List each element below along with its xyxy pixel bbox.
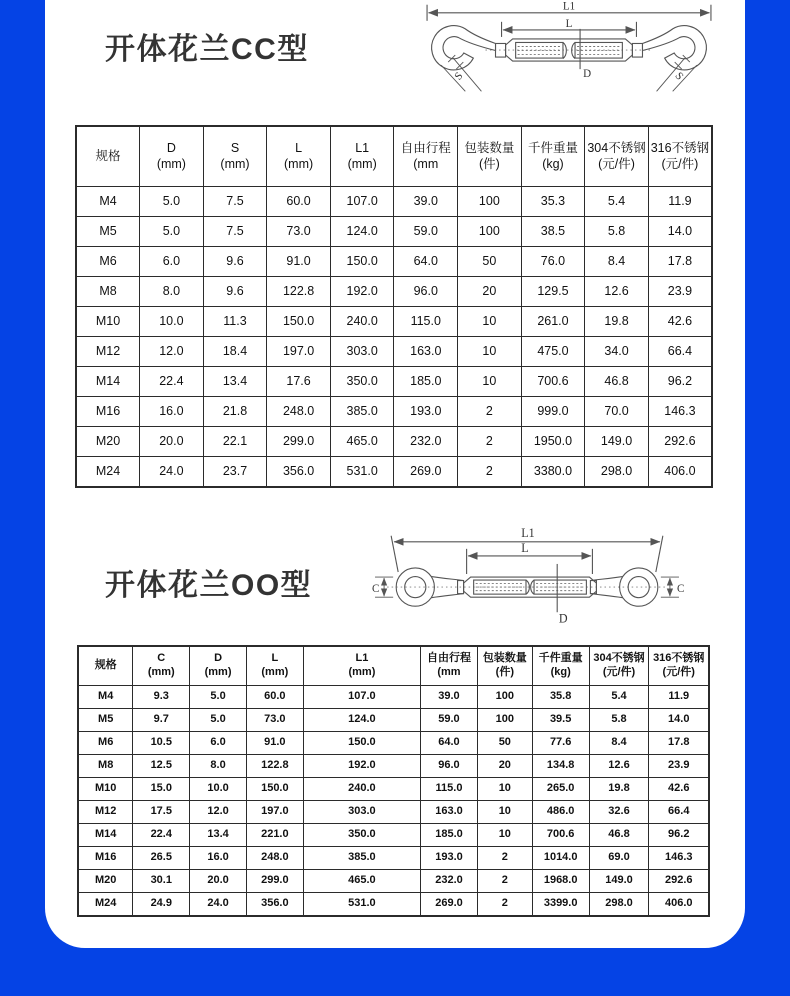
table-cell: 64.0 <box>421 732 478 755</box>
column-header: 304不锈钢 (元/件) <box>585 126 649 187</box>
table-cell: 9.7 <box>133 709 190 732</box>
threaded-rods <box>474 580 587 594</box>
table-cell: 12.0 <box>140 337 204 367</box>
table-cell: 248.0 <box>246 847 303 870</box>
table-cell: 24.0 <box>140 457 204 488</box>
oo-table-body <box>78 686 709 917</box>
table-cell: 115.0 <box>394 307 458 337</box>
table-cell: 100 <box>477 709 532 732</box>
table-cell: 150.0 <box>267 307 331 337</box>
table-cell: 50 <box>477 732 532 755</box>
table-cell: 465.0 <box>303 870 420 893</box>
table-cell: 406.0 <box>648 457 712 488</box>
table-cell: 12.6 <box>589 755 649 778</box>
table-cell: 193.0 <box>394 397 458 427</box>
table-cell: M20 <box>76 427 140 457</box>
column-header: 316不锈钢 (元/件) <box>648 126 712 187</box>
table-cell: 14.0 <box>649 709 709 732</box>
table-cell: 1968.0 <box>532 870 589 893</box>
table-cell: 129.5 <box>521 277 585 307</box>
column-header: L (mm) <box>246 646 303 686</box>
table-cell: 163.0 <box>421 801 478 824</box>
table-cell: 299.0 <box>246 870 303 893</box>
table-row <box>78 686 709 709</box>
table-cell: 1950.0 <box>521 427 585 457</box>
table-cell: 100 <box>458 187 522 217</box>
table-cell: 60.0 <box>246 686 303 709</box>
table-cell: 531.0 <box>330 457 394 488</box>
table-row <box>76 427 712 457</box>
table-cell: 192.0 <box>303 755 420 778</box>
column-header: 千件重量 (kg) <box>521 126 585 187</box>
label-c-left: C <box>372 583 380 596</box>
table-cell: 197.0 <box>267 337 331 367</box>
table-cell: 1014.0 <box>532 847 589 870</box>
table-cell: 700.6 <box>532 824 589 847</box>
column-header: 自由行程 (mm <box>394 126 458 187</box>
table-cell: 292.6 <box>649 870 709 893</box>
table-cell: 265.0 <box>532 778 589 801</box>
table-cell: 193.0 <box>421 847 478 870</box>
table-cell: 34.0 <box>585 337 649 367</box>
table-cell: 10 <box>477 801 532 824</box>
column-header: L1 (mm) <box>330 126 394 187</box>
table-row <box>76 367 712 397</box>
table-cell: M12 <box>76 337 140 367</box>
label-l1: L1 <box>562 0 576 13</box>
label-s-right: S <box>672 70 686 83</box>
table-cell: 150.0 <box>303 732 420 755</box>
table-cell: 385.0 <box>330 397 394 427</box>
table-cell: 20 <box>458 277 522 307</box>
table-row <box>78 778 709 801</box>
table-cell: 350.0 <box>303 824 420 847</box>
table-cell: 6.0 <box>190 732 247 755</box>
turnbuckle-cc-diagram <box>419 0 719 94</box>
table-cell: 2 <box>458 427 522 457</box>
table-cell: 96.2 <box>649 824 709 847</box>
table-cell: 124.0 <box>303 709 420 732</box>
table-cell: M20 <box>78 870 133 893</box>
table-cell: 77.6 <box>532 732 589 755</box>
table-cell: 35.8 <box>532 686 589 709</box>
oo-spec-table <box>77 645 710 917</box>
table-cell: 17.8 <box>649 732 709 755</box>
table-cell: M14 <box>76 367 140 397</box>
column-header: C (mm) <box>133 646 190 686</box>
table-cell: 70.0 <box>585 397 649 427</box>
table-cell: 46.8 <box>589 824 649 847</box>
table-row <box>76 457 712 488</box>
cc-spec-table <box>75 125 713 488</box>
table-cell: 22.4 <box>140 367 204 397</box>
table-cell: 10 <box>458 337 522 367</box>
table-cell: 2 <box>458 397 522 427</box>
table-row <box>76 307 712 337</box>
table-row <box>76 337 712 367</box>
table-cell: 16.0 <box>140 397 204 427</box>
table-cell: 10 <box>458 307 522 337</box>
table-cell: 12.0 <box>190 801 247 824</box>
column-header: 千件重量 (kg) <box>532 646 589 686</box>
table-cell: 9.3 <box>133 686 190 709</box>
table-cell: 5.0 <box>140 187 204 217</box>
table-cell: 115.0 <box>421 778 478 801</box>
table-row <box>78 847 709 870</box>
label-l: L <box>565 17 573 30</box>
column-header: L1 (mm) <box>303 646 420 686</box>
column-header: 规格 <box>78 646 133 686</box>
table-cell: 269.0 <box>421 893 478 917</box>
table-cell: 20 <box>477 755 532 778</box>
table-row <box>76 217 712 247</box>
table-cell: 39.0 <box>394 187 458 217</box>
table-cell: M24 <box>78 893 133 917</box>
table-cell: 32.6 <box>589 801 649 824</box>
table-cell: 385.0 <box>303 847 420 870</box>
table-cell: 700.6 <box>521 367 585 397</box>
table-row <box>78 732 709 755</box>
column-header: 包装数量 (件) <box>458 126 522 187</box>
table-cell: 197.0 <box>246 801 303 824</box>
table-cell: 5.0 <box>140 217 204 247</box>
table-cell: 18.4 <box>203 337 267 367</box>
table-cell: 999.0 <box>521 397 585 427</box>
table-cell: 9.6 <box>203 277 267 307</box>
table-cell: 35.3 <box>521 187 585 217</box>
table-cell: 66.4 <box>649 801 709 824</box>
table-cell: 59.0 <box>394 217 458 247</box>
column-header: 316不锈钢 (元/件) <box>649 646 709 686</box>
table-cell: 39.0 <box>421 686 478 709</box>
table-cell: 96.2 <box>648 367 712 397</box>
table-cell: 122.8 <box>246 755 303 778</box>
column-header: D (mm) <box>140 126 204 187</box>
table-cell: 42.6 <box>648 307 712 337</box>
section-title-oo: 开体花兰OO型 <box>105 569 313 602</box>
table-cell: 2 <box>458 457 522 488</box>
table-cell: 38.5 <box>521 217 585 247</box>
table-cell: M4 <box>78 686 133 709</box>
table-cell: 9.6 <box>203 247 267 277</box>
table-cell: 20.0 <box>190 870 247 893</box>
table-cell: 107.0 <box>303 686 420 709</box>
table-cell: 6.0 <box>140 247 204 277</box>
dimension-l <box>467 549 593 574</box>
table-cell: 356.0 <box>267 457 331 488</box>
table-cell: 50 <box>458 247 522 277</box>
table-cell: 11.3 <box>203 307 267 337</box>
table-cell: 475.0 <box>521 337 585 367</box>
table-cell: 2 <box>477 893 532 917</box>
turnbuckle-oo-diagram <box>371 521 683 625</box>
label-s-left: S <box>452 70 466 83</box>
table-cell: M6 <box>76 247 140 277</box>
table-cell: 15.0 <box>133 778 190 801</box>
table-cell: M8 <box>78 755 133 778</box>
column-header: S (mm) <box>203 126 267 187</box>
table-cell: 465.0 <box>330 427 394 457</box>
table-cell: 22.4 <box>133 824 190 847</box>
table-cell: 2 <box>477 847 532 870</box>
table-cell: 5.4 <box>585 187 649 217</box>
label-l1: L1 <box>521 525 535 540</box>
table-cell: 73.0 <box>246 709 303 732</box>
table-cell: 232.0 <box>421 870 478 893</box>
table-cell: 150.0 <box>330 247 394 277</box>
table-cell: 14.0 <box>648 217 712 247</box>
table-cell: 13.4 <box>203 367 267 397</box>
table-cell: 149.0 <box>585 427 649 457</box>
table-cell: 261.0 <box>521 307 585 337</box>
table-row <box>76 187 712 217</box>
table-cell: 59.0 <box>421 709 478 732</box>
column-header: 规格 <box>76 126 140 187</box>
table-cell: 24.9 <box>133 893 190 917</box>
content-panel <box>45 0 745 948</box>
section-title-cc: 开体花兰CC型 <box>105 33 309 66</box>
table-cell: 100 <box>477 686 532 709</box>
table-cell: M24 <box>76 457 140 488</box>
table-cell: 7.5 <box>203 217 267 247</box>
table-cell: 10.0 <box>190 778 247 801</box>
table-cell: 39.5 <box>532 709 589 732</box>
table-cell: 8.4 <box>585 247 649 277</box>
table-cell: M6 <box>78 732 133 755</box>
table-cell: 17.5 <box>133 801 190 824</box>
label-d: D <box>558 611 568 626</box>
table-cell: M10 <box>78 778 133 801</box>
column-header: 自由行程 (mm <box>421 646 478 686</box>
table-row <box>78 755 709 778</box>
table-cell: 185.0 <box>421 824 478 847</box>
table-cell: 146.3 <box>649 847 709 870</box>
table-cell: 192.0 <box>330 277 394 307</box>
table-cell: 163.0 <box>394 337 458 367</box>
table-cell: 46.8 <box>585 367 649 397</box>
header-row <box>78 646 709 686</box>
column-header: 包装数量 (件) <box>477 646 532 686</box>
table-cell: 22.1 <box>203 427 267 457</box>
table-cell: 5.4 <box>589 686 649 709</box>
table-cell: 23.9 <box>648 277 712 307</box>
table-cell: 13.4 <box>190 824 247 847</box>
table-cell: 356.0 <box>246 893 303 917</box>
table-cell: 232.0 <box>394 427 458 457</box>
table-cell: 531.0 <box>303 893 420 917</box>
table-cell: 91.0 <box>267 247 331 277</box>
table-row <box>76 247 712 277</box>
table-cell: 5.0 <box>190 686 247 709</box>
table-cell: 248.0 <box>267 397 331 427</box>
table-cell: 5.8 <box>585 217 649 247</box>
table-cell: 185.0 <box>394 367 458 397</box>
table-cell: 23.7 <box>203 457 267 488</box>
label-l: L <box>521 540 529 555</box>
table-cell: 96.0 <box>394 277 458 307</box>
cc-table-body <box>76 187 712 488</box>
table-cell: M16 <box>78 847 133 870</box>
table-row <box>78 801 709 824</box>
cc-table-header <box>76 126 712 187</box>
table-cell: 8.0 <box>140 277 204 307</box>
table-cell: 12.6 <box>585 277 649 307</box>
table-cell: 66.4 <box>648 337 712 367</box>
table-row <box>78 709 709 732</box>
table-cell: 10.5 <box>133 732 190 755</box>
table-cell: 17.8 <box>648 247 712 277</box>
table-cell: 21.8 <box>203 397 267 427</box>
table-row <box>78 870 709 893</box>
table-row <box>78 893 709 917</box>
table-cell: 12.5 <box>133 755 190 778</box>
table-cell: 42.6 <box>649 778 709 801</box>
column-header: D (mm) <box>190 646 247 686</box>
table-cell: 5.8 <box>589 709 649 732</box>
table-cell: 240.0 <box>330 307 394 337</box>
table-cell: 298.0 <box>585 457 649 488</box>
table-cell: 292.6 <box>648 427 712 457</box>
table-cell: M8 <box>76 277 140 307</box>
table-cell: 19.8 <box>589 778 649 801</box>
column-header: L (mm) <box>267 126 331 187</box>
table-cell: 303.0 <box>330 337 394 367</box>
table-cell: M16 <box>76 397 140 427</box>
table-row <box>76 397 712 427</box>
table-cell: 240.0 <box>303 778 420 801</box>
table-cell: M10 <box>76 307 140 337</box>
table-cell: M5 <box>78 709 133 732</box>
table-cell: 8.4 <box>589 732 649 755</box>
table-cell: M14 <box>78 824 133 847</box>
table-cell: 124.0 <box>330 217 394 247</box>
table-cell: 107.0 <box>330 187 394 217</box>
right-nut <box>632 43 642 57</box>
table-cell: 96.0 <box>421 755 478 778</box>
table-cell: 10.0 <box>140 307 204 337</box>
table-cell: M12 <box>78 801 133 824</box>
table-cell: 486.0 <box>532 801 589 824</box>
table-cell: 20.0 <box>140 427 204 457</box>
table-cell: 3380.0 <box>521 457 585 488</box>
table-cell: 2 <box>477 870 532 893</box>
table-cell: 5.0 <box>190 709 247 732</box>
table-cell: 299.0 <box>267 427 331 457</box>
table-row <box>78 824 709 847</box>
table-cell: 23.9 <box>649 755 709 778</box>
table-cell: 303.0 <box>303 801 420 824</box>
table-cell: 221.0 <box>246 824 303 847</box>
table-cell: 69.0 <box>589 847 649 870</box>
table-cell: 8.0 <box>190 755 247 778</box>
table-cell: 24.0 <box>190 893 247 917</box>
table-cell: 3399.0 <box>532 893 589 917</box>
table-cell: 406.0 <box>649 893 709 917</box>
left-hook <box>432 26 496 70</box>
column-header: 304不锈钢 (元/件) <box>589 646 649 686</box>
table-cell: 7.5 <box>203 187 267 217</box>
oo-table-header <box>78 646 709 686</box>
right-hook <box>642 26 706 70</box>
table-cell: 150.0 <box>246 778 303 801</box>
table-cell: 122.8 <box>267 277 331 307</box>
table-cell: M4 <box>76 187 140 217</box>
table-cell: 10 <box>458 367 522 397</box>
table-cell: 10 <box>477 778 532 801</box>
table-cell: 350.0 <box>330 367 394 397</box>
table-cell: 16.0 <box>190 847 247 870</box>
table-cell: 60.0 <box>267 187 331 217</box>
table-cell: 73.0 <box>267 217 331 247</box>
table-cell: 134.8 <box>532 755 589 778</box>
table-cell: 11.9 <box>648 187 712 217</box>
table-cell: 298.0 <box>589 893 649 917</box>
table-cell: M5 <box>76 217 140 247</box>
table-cell: 91.0 <box>246 732 303 755</box>
table-cell: 146.3 <box>648 397 712 427</box>
table-cell: 100 <box>458 217 522 247</box>
threaded-rods <box>516 42 623 58</box>
table-cell: 149.0 <box>589 870 649 893</box>
table-row <box>76 277 712 307</box>
table-cell: 64.0 <box>394 247 458 277</box>
header-row <box>76 126 712 187</box>
table-cell: 76.0 <box>521 247 585 277</box>
table-cell: 269.0 <box>394 457 458 488</box>
table-cell: 10 <box>477 824 532 847</box>
table-cell: 11.9 <box>649 686 709 709</box>
table-cell: 19.8 <box>585 307 649 337</box>
table-cell: 17.6 <box>267 367 331 397</box>
label-c-right: C <box>676 583 685 596</box>
table-cell: 26.5 <box>133 847 190 870</box>
label-d: D <box>583 68 592 81</box>
table-cell: 30.1 <box>133 870 190 893</box>
